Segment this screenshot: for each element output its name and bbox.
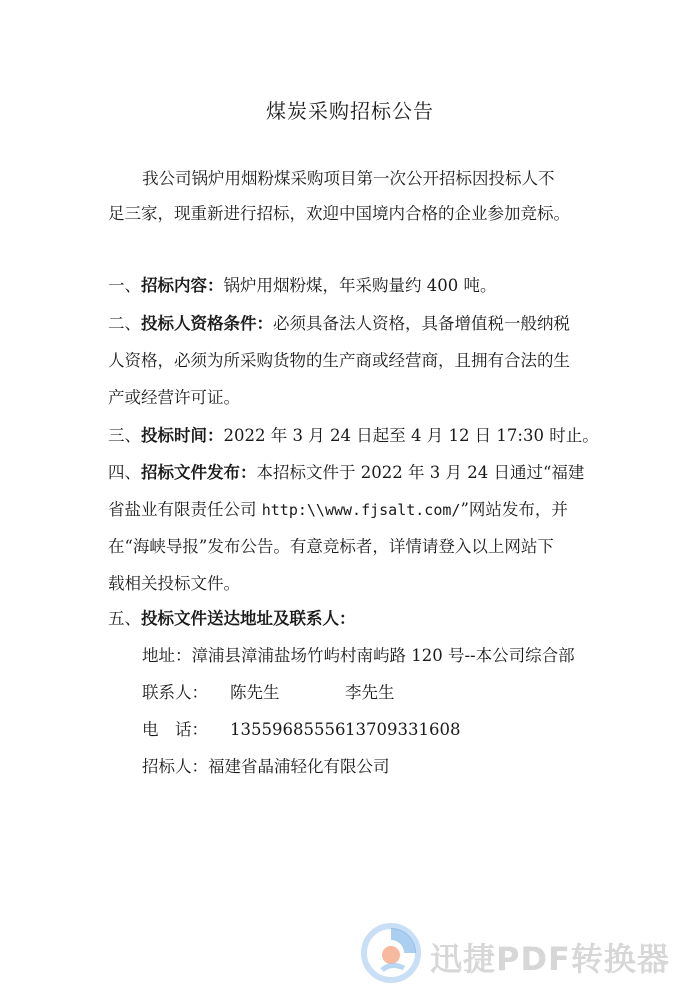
watermark-text: 迅捷PDF转换器 xyxy=(430,940,670,978)
contact-name-1: 陈先生 xyxy=(230,683,280,702)
section-2-text: 必须具备法人资格，具备增值税一般纳税 xyxy=(273,314,570,333)
phone-label: 电 话： xyxy=(142,720,208,739)
section-4-label: 招标文件发布： xyxy=(141,463,257,482)
section-4-line-1 xyxy=(108,465,584,482)
section-1 xyxy=(108,278,496,295)
watermark xyxy=(360,922,690,984)
section-4-line-3: 在“海峡导报”发布公告。有意竞标者，详情请登入以上网站下 xyxy=(108,537,554,556)
website-url: http:\\www.fjsalt.com/ xyxy=(261,501,461,519)
section-2-line-1 xyxy=(108,316,570,333)
intro-line-2: 足三家，现重新进行招标，欢迎中国境内合格的企业参加竞标。 xyxy=(108,204,570,223)
section-4-line-2-pre: 省盐业有限责任公司 xyxy=(108,500,262,519)
section-4-line-2 xyxy=(108,502,568,519)
intro-line-1: 我公司锅炉用烟粉煤采购项目第一次公开招标因投标人不 xyxy=(142,169,555,188)
section-4-line-2-post: ”网站发布，并 xyxy=(460,500,568,519)
section-3-label: 投标时间： xyxy=(141,426,224,445)
section-5-heading xyxy=(108,611,356,628)
contact-label: 联系人： xyxy=(142,683,208,702)
section-1-label: 招标内容： xyxy=(141,276,224,295)
contact-name-2: 李先生 xyxy=(345,683,395,702)
section-3-number: 三、 xyxy=(108,426,141,445)
section-1-text: 锅炉用烟粉煤，年采购量约 400 吨。 xyxy=(223,276,497,295)
phone-number-2: 13709331608 xyxy=(345,720,461,739)
section-4-text: 本招标文件于 2022 年 3 月 24 日通过“福建 xyxy=(256,463,585,482)
address: 地址：漳浦县漳浦盐场竹屿村南屿路 120 号--本公司综合部 xyxy=(142,646,575,665)
pdf-converter-logo-icon xyxy=(360,922,422,984)
section-3 xyxy=(108,428,599,445)
section-4-line-4: 载相关投标文件。 xyxy=(108,574,240,593)
section-2-label: 投标人资格条件： xyxy=(141,314,273,333)
section-5-label: 投标文件送达地址及联系人： xyxy=(141,609,356,628)
section-3-text: 2022 年 3 月 24 日起至 4 月 12 日 17:30 时止。 xyxy=(223,426,599,445)
tenderer: 招标人：福建省晶浦轻化有限公司 xyxy=(142,757,390,776)
section-2-line-3: 产或经营许可证。 xyxy=(108,388,240,407)
section-4-number: 四、 xyxy=(108,463,141,482)
phone-number-1: 13559685556 xyxy=(230,720,346,739)
section-2-line-2: 人资格，必须为所采购货物的生产商或经营商，且拥有合法的生 xyxy=(108,351,570,370)
section-5-number: 五、 xyxy=(108,609,141,628)
section-2-number: 二、 xyxy=(108,314,141,333)
page-title: 煤炭采购招标公告 xyxy=(266,99,434,123)
section-1-number: 一、 xyxy=(108,276,141,295)
